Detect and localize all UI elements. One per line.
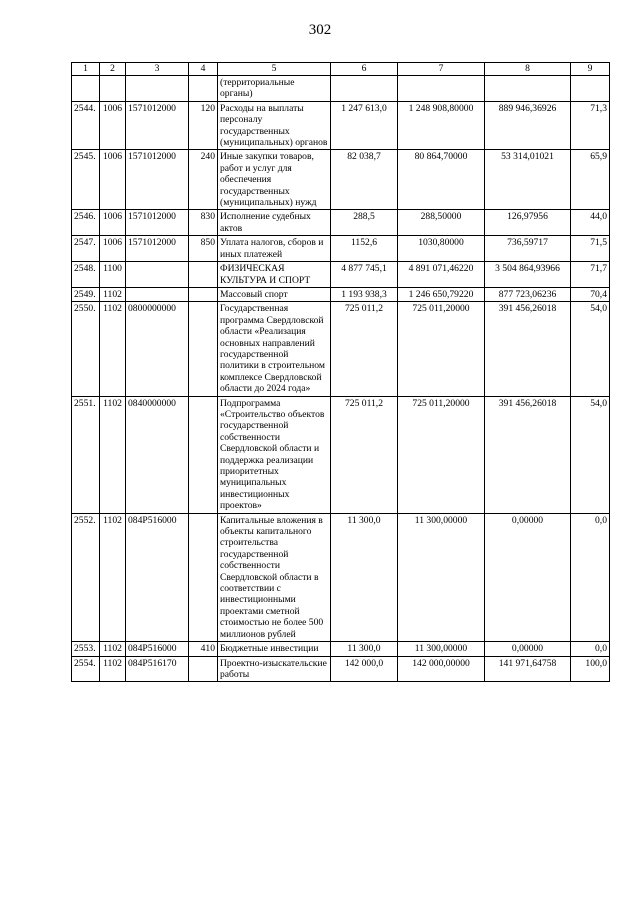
- target-code-cell: 1571012000: [126, 150, 189, 210]
- column-header: 4: [189, 63, 218, 76]
- table-row: [72, 513, 610, 641]
- section-code-cell: 1102: [100, 642, 126, 656]
- row-number-cell: 2551.: [72, 396, 100, 513]
- value-cell-9: 0,0: [571, 642, 610, 656]
- value-cell-9: 0,0: [571, 513, 610, 641]
- value-cell-7: 1030,80000: [398, 236, 485, 262]
- column-header: 7: [398, 63, 485, 76]
- value-cell-6: [331, 76, 398, 102]
- value-cell-9: 65,9: [571, 150, 610, 210]
- section-code-cell: 1102: [100, 513, 126, 641]
- column-header: 9: [571, 63, 610, 76]
- value-cell-8: 53 314,01021: [485, 150, 571, 210]
- value-cell-7: 1 246 650,79220: [398, 287, 485, 301]
- expense-type-cell: 120: [189, 101, 218, 150]
- value-cell-6: 142 000,0: [331, 656, 398, 682]
- value-cell-9: [571, 76, 610, 102]
- section-code-cell: 1102: [100, 287, 126, 301]
- item-name-cell: Иные закупки товаров, работ и услуг для обеспечения государственных (муниципальных) нужд: [218, 150, 331, 210]
- header-row: [72, 63, 610, 76]
- value-cell-6: 1 247 613,0: [331, 101, 398, 150]
- table-row: [72, 101, 610, 150]
- table-row: [72, 287, 610, 301]
- expense-type-cell: [189, 287, 218, 301]
- target-code-cell: 0800000000: [126, 302, 189, 396]
- section-code-cell: 1006: [100, 101, 126, 150]
- row-number-cell: 2549.: [72, 287, 100, 301]
- value-cell-7: 725 011,20000: [398, 302, 485, 396]
- expense-type-cell: [189, 262, 218, 288]
- value-cell-9: 54,0: [571, 302, 610, 396]
- table-row: [72, 210, 610, 236]
- section-code-cell: 1102: [100, 302, 126, 396]
- column-header: 1: [72, 63, 100, 76]
- value-cell-9: 44,0: [571, 210, 610, 236]
- item-name-cell: Исполнение судебных актов: [218, 210, 331, 236]
- target-code-cell: 1571012000: [126, 101, 189, 150]
- section-code-cell: [100, 76, 126, 102]
- item-name-cell: ФИЗИЧЕСКАЯ КУЛЬТУРА И СПОРТ: [218, 262, 331, 288]
- value-cell-8: 0,00000: [485, 642, 571, 656]
- expense-type-cell: 240: [189, 150, 218, 210]
- value-cell-8: 736,59717: [485, 236, 571, 262]
- table-row: [72, 76, 610, 102]
- value-cell-6: 82 038,7: [331, 150, 398, 210]
- expense-type-cell: [189, 302, 218, 396]
- item-name-cell: Массовый спорт: [218, 287, 331, 301]
- target-code-cell: 084P516000: [126, 513, 189, 641]
- expense-type-cell: [189, 396, 218, 513]
- value-cell-8: 391 456,26018: [485, 396, 571, 513]
- row-number-cell: 2544.: [72, 101, 100, 150]
- value-cell-7: 4 891 071,46220: [398, 262, 485, 288]
- value-cell-7: 11 300,00000: [398, 513, 485, 641]
- value-cell-6: 1152,6: [331, 236, 398, 262]
- expense-type-cell: 830: [189, 210, 218, 236]
- target-code-cell: [126, 76, 189, 102]
- row-number-cell: 2546.: [72, 210, 100, 236]
- expense-type-cell: 410: [189, 642, 218, 656]
- value-cell-9: 70,4: [571, 287, 610, 301]
- target-code-cell: 1571012000: [126, 210, 189, 236]
- expense-type-cell: [189, 76, 218, 102]
- item-name-cell: Государственная программа Свердловской области «Реализация основных направлений государственной политики в строительном комплексе Свердловской области до 2024 года»: [218, 302, 331, 396]
- value-cell-7: 1 248 908,80000: [398, 101, 485, 150]
- row-number-cell: 2552.: [72, 513, 100, 641]
- target-code-cell: 0840000000: [126, 396, 189, 513]
- target-code-cell: [126, 287, 189, 301]
- value-cell-6: 1 193 938,3: [331, 287, 398, 301]
- section-code-cell: 1006: [100, 150, 126, 210]
- value-cell-9: 100,0: [571, 656, 610, 682]
- value-cell-6: 725 011,2: [331, 302, 398, 396]
- row-number-cell: 2545.: [72, 150, 100, 210]
- item-name-cell: Проектно-изыскательские работы: [218, 656, 331, 682]
- value-cell-8: [485, 76, 571, 102]
- section-code-cell: 1006: [100, 210, 126, 236]
- value-cell-8: 391 456,26018: [485, 302, 571, 396]
- value-cell-7: 80 864,70000: [398, 150, 485, 210]
- value-cell-7: 288,50000: [398, 210, 485, 236]
- table-row: [72, 236, 610, 262]
- value-cell-7: 725 011,20000: [398, 396, 485, 513]
- column-header: 6: [331, 63, 398, 76]
- section-code-cell: 1100: [100, 262, 126, 288]
- value-cell-9: 71,3: [571, 101, 610, 150]
- column-header: 8: [485, 63, 571, 76]
- column-header: 5: [218, 63, 331, 76]
- value-cell-6: 11 300,0: [331, 513, 398, 641]
- target-code-cell: 084P516170: [126, 656, 189, 682]
- section-code-cell: 1102: [100, 656, 126, 682]
- table-row: [72, 656, 610, 682]
- target-code-cell: 1571012000: [126, 236, 189, 262]
- target-code-cell: [126, 262, 189, 288]
- value-cell-6: 4 877 745,1: [331, 262, 398, 288]
- value-cell-8: 889 946,36926: [485, 101, 571, 150]
- value-cell-8: 3 504 864,93966: [485, 262, 571, 288]
- table-row: [72, 642, 610, 656]
- budget-table: [71, 62, 610, 682]
- table-row: [72, 262, 610, 288]
- value-cell-6: 11 300,0: [331, 642, 398, 656]
- table-row: [72, 396, 610, 513]
- row-number-cell: 2547.: [72, 236, 100, 262]
- value-cell-8: 126,97956: [485, 210, 571, 236]
- value-cell-9: 54,0: [571, 396, 610, 513]
- value-cell-8: 0,00000: [485, 513, 571, 641]
- column-header: 2: [100, 63, 126, 76]
- row-number-cell: 2550.: [72, 302, 100, 396]
- value-cell-6: 288,5: [331, 210, 398, 236]
- row-number-cell: 2553.: [72, 642, 100, 656]
- item-name-cell: (территориальные органы): [218, 76, 331, 102]
- row-number-cell: 2554.: [72, 656, 100, 682]
- item-name-cell: Капитальные вложения в объекты капитального строительства государственной собственности Свердловской области в соответствии с инвестиционными проектами сметной стоимостью не более 500 миллионов рублей: [218, 513, 331, 641]
- item-name-cell: Бюджетные инвестиции: [218, 642, 331, 656]
- expense-type-cell: 850: [189, 236, 218, 262]
- target-code-cell: 084P516000: [126, 642, 189, 656]
- value-cell-8: 877 723,06236: [485, 287, 571, 301]
- value-cell-7: 11 300,00000: [398, 642, 485, 656]
- expense-type-cell: [189, 656, 218, 682]
- value-cell-7: 142 000,00000: [398, 656, 485, 682]
- value-cell-8: 141 971,64758: [485, 656, 571, 682]
- page-number: 302: [308, 22, 332, 38]
- table-row: [72, 302, 610, 396]
- value-cell-9: 71,5: [571, 236, 610, 262]
- value-cell-6: 725 011,2: [331, 396, 398, 513]
- section-code-cell: 1006: [100, 236, 126, 262]
- value-cell-9: 71,7: [571, 262, 610, 288]
- item-name-cell: Подпрограмма «Строительство объектов государственной собственности Свердловской области и поддержка реализации приоритетных муниципальных инвестиционных проектов»: [218, 396, 331, 513]
- item-name-cell: Расходы на выплаты персоналу государственных (муниципальных) органов: [218, 101, 331, 150]
- row-number-cell: [72, 76, 100, 102]
- row-number-cell: 2548.: [72, 262, 100, 288]
- section-code-cell: 1102: [100, 396, 126, 513]
- expense-type-cell: [189, 513, 218, 641]
- item-name-cell: Уплата налогов, сборов и иных платежей: [218, 236, 331, 262]
- table-row: [72, 150, 610, 210]
- column-header: 3: [126, 63, 189, 76]
- value-cell-7: [398, 76, 485, 102]
